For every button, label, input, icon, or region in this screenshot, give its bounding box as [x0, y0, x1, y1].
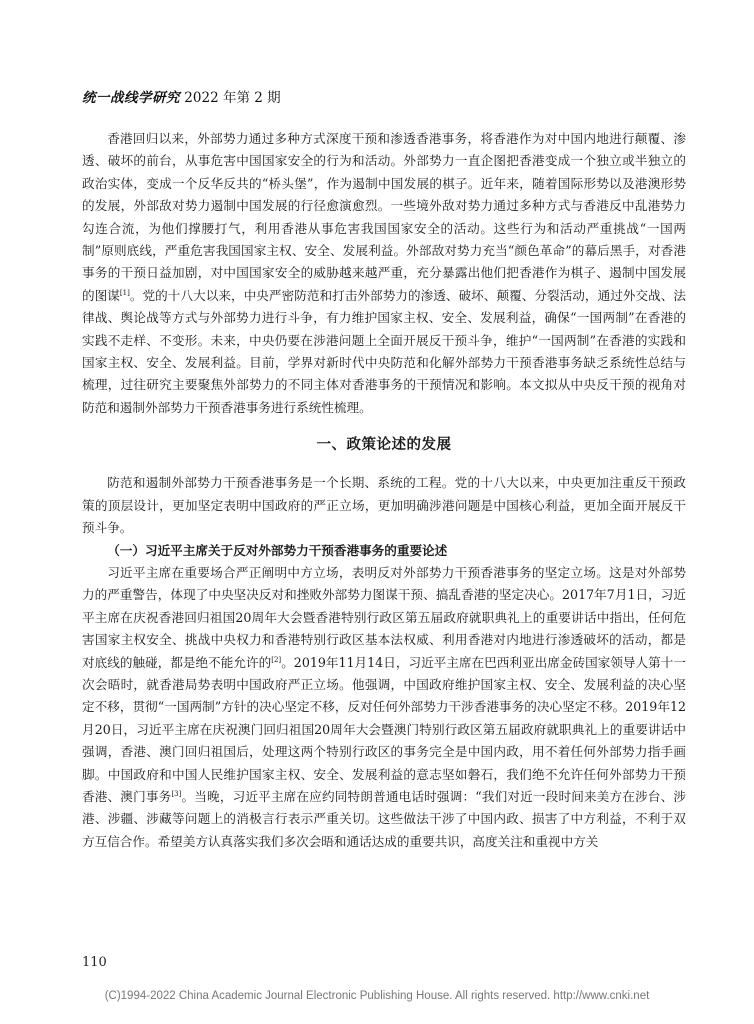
running-header — [82, 86, 281, 106]
article-body — [82, 128, 686, 853]
journal-title: 统一战线学研究 — [82, 90, 180, 106]
citation-ref[interactable]: [2] — [271, 655, 282, 664]
section-heading: 一、政策论述的发展 — [316, 437, 452, 454]
citation-ref[interactable]: [1] — [119, 288, 130, 297]
intro-paragraph: 香港回归以来，外部势力通过多种方式深度干预和渗透香港事务，将香港作为对中国内地进行颠覆、渗透、破坏的前台，从事危害中国国家安全的行为和活动。外部势力一直企图把香港变成一个独立或半独立的政治实体，变成一个反华反共的“桥头堡”，作为遏制中国发展的棋子。近年来，随着国际形势以及港澳形势的发展，外部敌对势力遏制中国发展的行径愈演愈烈。一些境外敌对势力通过多种方式与香港反中乱港势力勾连合流，为他们撑腰打气，利用香港从事危害我国国家安全的活动。这些行为和活动严重挑战“一国两制”原则底线，严重危害我国国家主权、安全、发展利益。外部敌对势力充当“颜色革命”的幕后黑手，对香港事务的干预日益加剧，对中国国家安全的威胁越来越严重，充分暴露出他们把香港作为棋子、遏制中国发展的图谋[1]。党的十八大以来，中央严密防范和打击外部势力的渗透、破坏、颠覆、分裂活动，通过外交战、法律战、舆论战等方式与外部势力进行斗争，有力维护国家主权、安全、发展利益，确保“一国两制”在香港的实践不走样、不变形。未来，中央仍要在涉港问题上全面开展反干预斗争，维护“一国两制”在香港的实践和国家主权、安全、发展利益。目前，学界对新时代中央防范和化解外部势力干预香港事务缺乏系统性总结与梳理，过往研究主要聚焦外部势力的不同主体对香港事务的干预情况和影响。本文拟从中央反干预的视角对防范和遏制外部势力干预香港事务进行系统性梳理。 — [82, 131, 687, 415]
citation-ref[interactable]: [3] — [171, 789, 182, 798]
issue-label: 2022 年第 2 期 — [184, 90, 281, 106]
copyright-footer: (C)1994-2022 China Academic Journal Electronic Publishing House. All rights reserved. http://www.cnki.net — [104, 990, 650, 1002]
subsection-heading: （一）习近平主席关于反对外部势力干预香港事务的重要论述 — [107, 542, 448, 558]
section-paragraph: 防范和遏制外部势力干预香港事务是一个长期、系统的工程。党的十八大以来，中央更加注重反干预政策的顶层设计，更加坚定表明中国政府的严正立场，更加明确涉港问题是中国核心利益，更加全面开展反干预斗争。 — [82, 475, 686, 536]
page-number: 110 — [82, 955, 107, 970]
section-paragraph: 习近平主席在重要场合严正阐明中方立场，表明反对外部势力干预香港事务的坚定立场。这是对外部势力的严重警告，体现了中央坚决反对和挫败外部势力图谋干预、搞乱香港的坚定决心。2017年7月1日，习近平主席在庆祝香港回归祖国20周年大会暨香港特别行政区第五届政府就职典礼上的重要讲话中指出，任何危害国家主权安全、挑战中央权力和香港特别行政区基本法权威、利用香港对内地进行渗透破坏的活动，都是对底线的触碰，都是绝不能允许的[2]。2019年11月14日，习近平主席在巴西利亚出席金砖国家领导人第十一次会晤时，就香港局势表明中国政府严正立场。他强调，中国政府维护国家主权、安全、发展利益的决心坚定不移，贯彻“一国两制”方针的决心坚定不移，反对任何外部势力干涉香港事务的决心坚定不移。2019年12月20日，习近平主席在庆祝澳门回归祖国20周年大会暨澳门特别行政区第五届政府就职典礼上的重要讲话中强调，香港、澳门回归祖国后，处理这两个特别行政区的事务完全是中国内政，用不着任何外部势力指手画脚。中国政府和中国人民维护国家主权、安全、发展利益的意志坚如磐石，我们绝不允许任何外部势力干预香港、澳门事务[3]。当晚，习近平主席在应约同特朗普通电话时强调：“我们对近一段时间来美方在涉台、涉港、涉疆、涉藏等问题上的消极言行表示严重关切。这些做法干涉了中国内政、损害了中方利益，不利于双方互信合作。希望美方认真落实我们多次会晤和通话达成的重要共识，高度关注和重视中方关 — [82, 564, 686, 849]
